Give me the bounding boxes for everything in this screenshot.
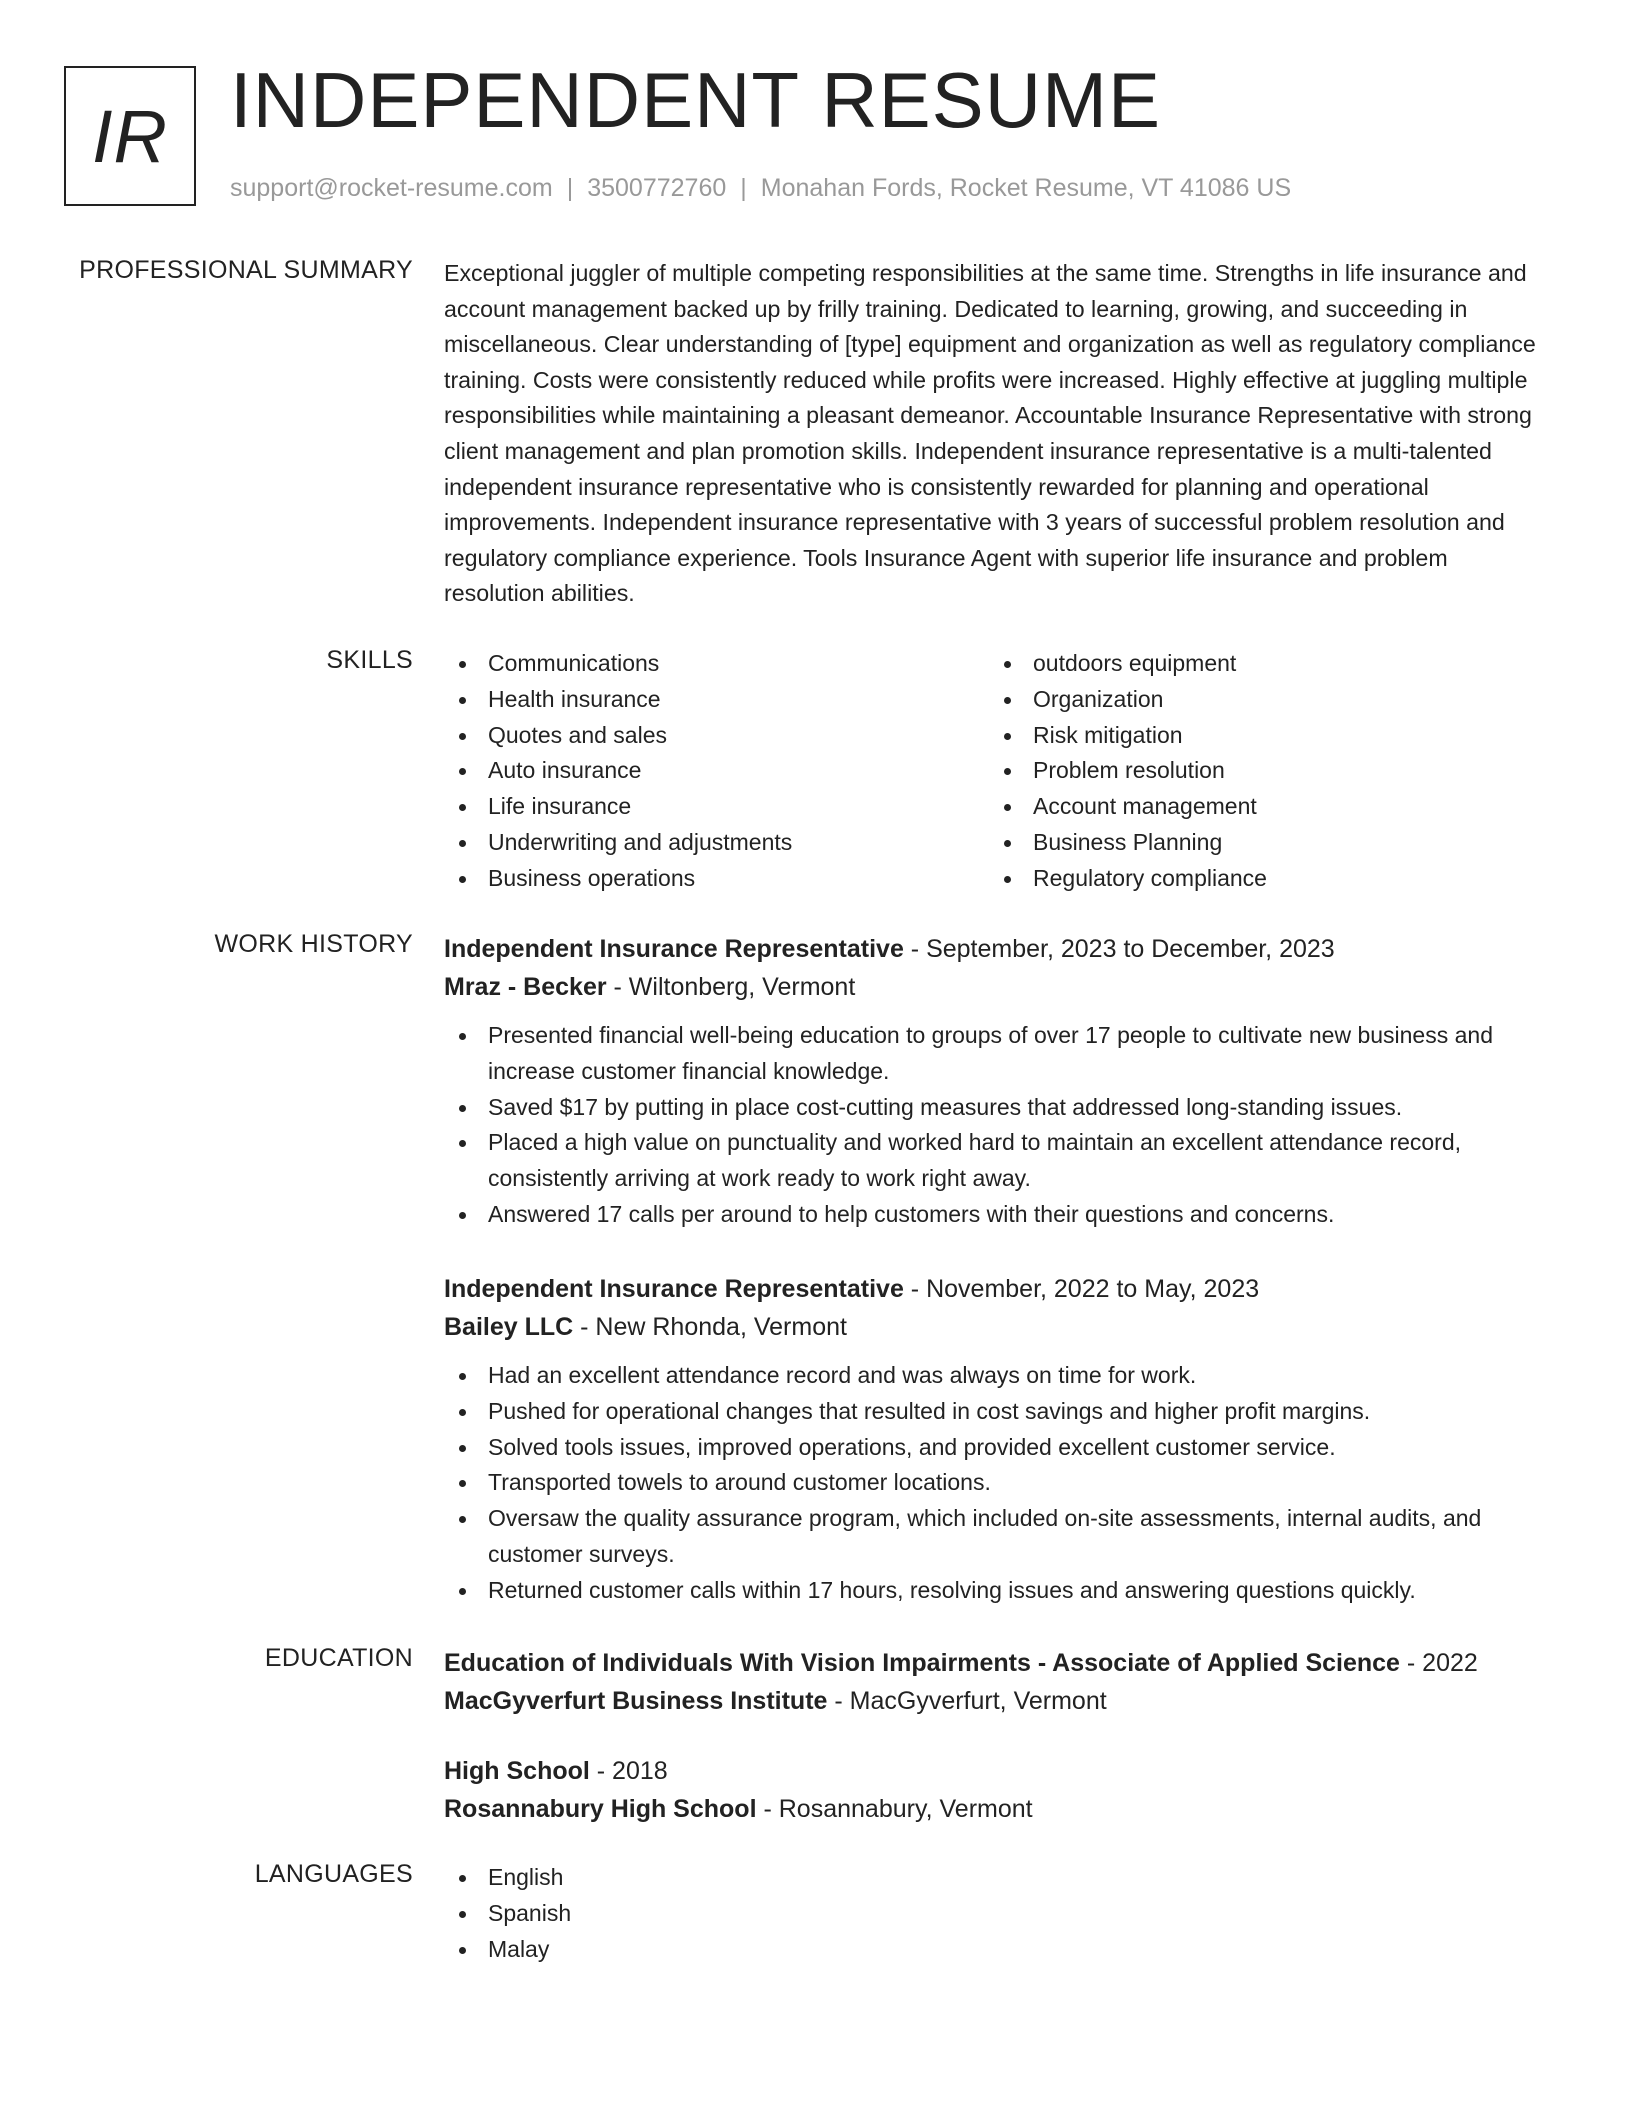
language-item: Spanish [444, 1896, 1554, 1932]
languages-list [444, 1860, 1554, 1967]
education-school: MacGyverfurt Business Institute [444, 1687, 828, 1715]
skill-item: Regulatory compliance [989, 861, 1534, 897]
job-company-line [444, 1308, 1554, 1346]
job-bullet: Oversaw the quality assurance program, which included on-site assessments, internal audits, and customer surveys. [444, 1501, 1554, 1573]
job-title: Independent Insurance Representative [444, 935, 904, 963]
contact-email: support@rocket-resume.com [230, 174, 553, 202]
job-bullet: Presented financial well-being education to groups of over 17 people to cultivate new business and increase customer financial knowledge. [444, 1018, 1554, 1090]
job-title: Independent Insurance Representative [444, 1275, 904, 1303]
job-bullet: Solved tools issues, improved operations, and provided excellent customer service. [444, 1430, 1554, 1466]
skill-item: Risk mitigation [989, 718, 1534, 754]
job-dates: - November, 2022 to May, 2023 [903, 1275, 1260, 1303]
job-company: Bailey LLC [444, 1313, 574, 1341]
resume-name: INDEPENDENT RESUME [230, 56, 1162, 144]
education-school-line [444, 1790, 1554, 1828]
summary-text: Exceptional juggler of multiple competing responsibilities at the same time. Strengths in life insurance and account management backed up by frilly training. Dedicated to learning, growing, and succeeding in miscellaneous. Clear understanding of [type] equipment and organization as well as regulatory compliance training. Costs were consistently reduced while profits were increased. Highly effective at juggling multiple responsibilities while maintaining a pleasant demeanor. Accountable Insurance Representative with strong client management and plan promotion skills. Independent insurance representative is a multi-talented independent insurance representative who is consistently rewarded for planning and operational improvements. Independent insurance representative with 3 years of successful problem resolution and regulatory compliance experience. Tools Insurance Agent with superior life insurance and problem resolution abilities. [444, 260, 1536, 607]
job-bullet: Answered 17 calls per around to help customers with their questions and concerns. [444, 1197, 1554, 1233]
education-entry [444, 1644, 1554, 1720]
skills-body [444, 646, 1554, 897]
job-bullet: Saved $17 by putting in place cost-cutting measures that addressed long-standing issues. [444, 1090, 1554, 1126]
job-title-line [444, 930, 1554, 968]
education-degree: Education of Individuals With Vision Impairments - Associate of Applied Science [444, 1649, 1400, 1677]
education-school-line [444, 1682, 1554, 1720]
job-bullets [444, 1358, 1554, 1609]
skill-item: Account management [989, 789, 1534, 825]
job-bullets [444, 1018, 1554, 1233]
skills-list-right [989, 646, 1534, 897]
contact-address: Monahan Fords, Rocket Resume, VT 41086 US [760, 174, 1292, 202]
skills-list-left [444, 646, 989, 897]
job-company-line [444, 968, 1554, 1006]
skills-grid [444, 646, 1554, 897]
job-bullet: Transported towels to around customer locations. [444, 1465, 1554, 1501]
job-dates: - September, 2023 to December, 2023 [903, 935, 1335, 963]
job-title-line [444, 1270, 1554, 1308]
language-item: English [444, 1860, 1554, 1896]
education-school: Rosannabury High School [444, 1795, 757, 1823]
job-entry [444, 930, 1554, 1233]
education-location: - MacGyverfurt, Vermont [827, 1687, 1107, 1715]
job-company: Mraz - Becker [444, 973, 607, 1001]
skill-item: Communications [444, 646, 989, 682]
job-bullet: Had an excellent attendance record and was always on time for work. [444, 1358, 1554, 1394]
job-bullet: Returned customer calls within 17 hours, resolving issues and answering questions quickly. [444, 1573, 1554, 1609]
skill-item: Business Planning [989, 825, 1534, 861]
monogram-box [64, 66, 196, 206]
education-degree-line [444, 1752, 1554, 1790]
job-bullet: Pushed for operational changes that resulted in cost savings and higher profit margins. [444, 1394, 1554, 1430]
education-year: - 2022 [1399, 1649, 1478, 1677]
skill-item: Quotes and sales [444, 718, 989, 754]
skill-item: Underwriting and adjustments [444, 825, 989, 861]
job-entry [444, 1270, 1554, 1609]
skill-item: Organization [989, 682, 1534, 718]
contact-separator: | [566, 174, 574, 202]
section-label-skills: SKILLS [326, 646, 413, 674]
job-location: - Wiltonberg, Vermont [606, 973, 856, 1001]
summary-body [444, 256, 1554, 612]
job-location: - New Rhonda, Vermont [573, 1313, 847, 1341]
education-degree-line [444, 1644, 1554, 1682]
education-degree: High School [444, 1757, 590, 1785]
skill-item: Business operations [444, 861, 989, 897]
education-location: - Rosannabury, Vermont [756, 1795, 1033, 1823]
skill-item: Health insurance [444, 682, 989, 718]
languages-body [444, 1860, 1554, 1967]
language-item: Malay [444, 1932, 1554, 1968]
monogram-text: IR [92, 94, 168, 178]
education-year: - 2018 [589, 1757, 668, 1785]
section-label-summary: PROFESSIONAL SUMMARY [79, 256, 413, 284]
section-label-education: EDUCATION [264, 1644, 413, 1672]
skill-item: outdoors equipment [989, 646, 1534, 682]
contact-phone: 3500772760 [587, 174, 727, 202]
contact-line [230, 174, 1291, 203]
skill-item: Problem resolution [989, 753, 1534, 789]
section-label-work: WORK HISTORY [214, 930, 413, 958]
contact-separator: | [740, 174, 747, 202]
skill-item: Auto insurance [444, 753, 989, 789]
job-bullet: Placed a high value on punctuality and worked hard to maintain an excellent attendance record, consistently arriving at work ready to work right away. [444, 1125, 1554, 1197]
education-entry [444, 1752, 1554, 1828]
skill-item: Life insurance [444, 789, 989, 825]
section-label-languages: LANGUAGES [254, 1860, 413, 1888]
